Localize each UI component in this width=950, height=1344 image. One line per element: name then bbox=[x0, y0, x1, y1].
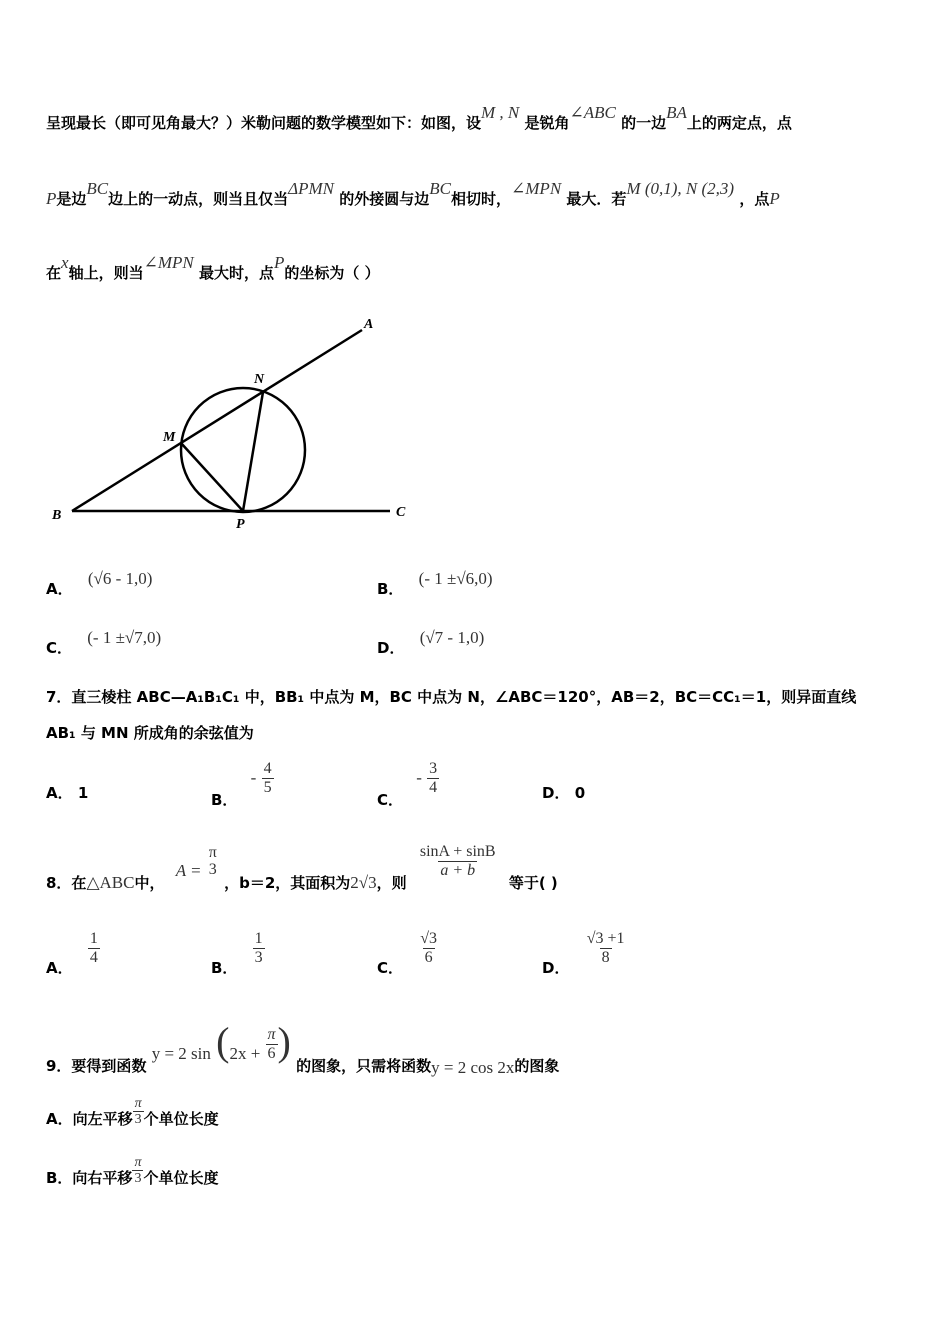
option-label: A． bbox=[46, 784, 73, 802]
intro-text: 呈现最长（即可见角最大？）米勒问题的数学模型如下：如图，设 bbox=[46, 114, 482, 132]
math-bc: BC bbox=[86, 179, 109, 198]
math-area: 2√3 bbox=[350, 872, 377, 892]
fraction-denominator: 4 bbox=[429, 778, 438, 796]
option-label: D． bbox=[542, 784, 570, 802]
q9-option-b[interactable] bbox=[46, 1155, 218, 1187]
math-func-cos: y = 2 cos 2x bbox=[431, 1058, 515, 1077]
intro-text: 是锐角 bbox=[524, 114, 570, 132]
q8-text: 8．在 bbox=[46, 873, 87, 892]
q6-option-a[interactable] bbox=[46, 569, 153, 599]
fraction-denominator: 3 bbox=[134, 1112, 142, 1128]
paren-left: ( bbox=[216, 1019, 230, 1064]
intro-line-3 bbox=[46, 253, 380, 283]
intro-text: 的外接圆与边 bbox=[339, 190, 430, 208]
math-triangle-pmn: ΔPMN bbox=[288, 179, 335, 198]
intro-text: 的一边 bbox=[621, 114, 667, 132]
math-p: P bbox=[273, 253, 285, 272]
option-label: A． bbox=[46, 958, 73, 977]
math-triangle: △ABC bbox=[86, 872, 135, 892]
q8-text: 中， bbox=[134, 873, 165, 892]
math-angle-mpn: ∠MPN bbox=[511, 179, 562, 198]
q9-stem bbox=[46, 1012, 560, 1077]
option-label: B．向右平移 bbox=[46, 1169, 133, 1188]
fraction-denominator: 6 bbox=[267, 1045, 276, 1062]
fraction-a bbox=[207, 844, 219, 879]
q9-text: 的图象，只需将函数 bbox=[296, 1057, 432, 1075]
option-label: D． bbox=[542, 958, 570, 977]
intro-text: 相切时， bbox=[451, 190, 512, 208]
fraction-numerator: √3 +1 bbox=[586, 930, 625, 947]
intro-text: 的坐标为（ ） bbox=[284, 264, 380, 282]
label-b: B bbox=[52, 508, 62, 523]
fraction-denominator: 6 bbox=[424, 948, 433, 966]
option-value: (√6 - 1,0) bbox=[87, 569, 153, 588]
segment-mp bbox=[181, 443, 243, 511]
option-fraction bbox=[262, 760, 274, 796]
q7-option-a[interactable] bbox=[46, 782, 88, 803]
fraction-denominator: 8 bbox=[601, 948, 610, 966]
option-label: D． bbox=[377, 639, 405, 657]
math-angle-mpn: ∠MPN bbox=[143, 253, 194, 272]
option-label: B． bbox=[211, 958, 238, 977]
option-value: (- 1 ±√6,0) bbox=[418, 569, 493, 588]
option-fraction bbox=[253, 930, 265, 966]
fraction-numerator: 1 bbox=[254, 930, 263, 947]
intro-text: 轴上，则当 bbox=[68, 264, 144, 282]
intro-line-1 bbox=[46, 103, 792, 133]
fraction-numerator: π bbox=[134, 1096, 142, 1111]
label-m: M bbox=[163, 430, 176, 445]
q7-option-c[interactable] bbox=[377, 760, 439, 809]
option-sign: - bbox=[250, 767, 257, 787]
fraction-sin bbox=[418, 843, 498, 879]
intro-text: 是边 bbox=[56, 190, 87, 208]
q8-stem bbox=[46, 843, 558, 892]
q7-option-d[interactable] bbox=[542, 782, 585, 803]
fraction-denominator: 4 bbox=[89, 948, 98, 966]
circumcircle bbox=[181, 388, 305, 512]
fraction-denominator: 3 bbox=[254, 948, 263, 966]
option-label: C． bbox=[377, 790, 404, 809]
label-n: N bbox=[254, 372, 265, 387]
math-func-arg: 2x + bbox=[229, 1044, 261, 1063]
geometry-figure bbox=[40, 310, 430, 540]
label-c: C bbox=[396, 505, 406, 520]
math-p: P bbox=[46, 189, 57, 208]
q8-option-a[interactable] bbox=[46, 930, 100, 977]
option-fraction bbox=[418, 930, 439, 966]
fraction-numerator: π bbox=[208, 843, 217, 861]
option-value: 1 bbox=[77, 784, 89, 802]
fraction-numerator: 1 bbox=[89, 930, 98, 947]
option-label: A． bbox=[46, 580, 73, 598]
fraction-numerator: √3 bbox=[420, 930, 438, 947]
q6-option-b[interactable] bbox=[377, 569, 493, 599]
option-value: 0 bbox=[574, 784, 586, 802]
q8-text: ，b＝2，其面积为 bbox=[224, 873, 351, 892]
fraction-pi-6 bbox=[266, 1026, 278, 1062]
paren-right: ) bbox=[277, 1019, 291, 1064]
q8-option-b[interactable] bbox=[211, 930, 265, 977]
fraction-numerator: 3 bbox=[429, 760, 438, 777]
fraction-numerator: π bbox=[267, 1026, 276, 1044]
option-label: B． bbox=[377, 580, 404, 598]
q8-option-c[interactable] bbox=[377, 930, 439, 977]
q7-stem-line-2 bbox=[46, 722, 254, 743]
intro-text: 最大时，点 bbox=[198, 264, 274, 282]
q9-text: 的图象 bbox=[514, 1057, 560, 1075]
q9-option-a[interactable] bbox=[46, 1096, 219, 1128]
math-coords: M (0,1), N (2,3) bbox=[626, 179, 735, 198]
label-p: P bbox=[236, 517, 245, 532]
fraction-numerator: 4 bbox=[263, 760, 272, 777]
fraction-numerator: π bbox=[134, 1155, 142, 1170]
label-a: A bbox=[364, 317, 374, 332]
fraction-denominator: 3 bbox=[134, 1171, 142, 1187]
option-value: (- 1 ±√7,0) bbox=[87, 628, 162, 647]
segment-np bbox=[243, 392, 263, 511]
option-fraction bbox=[585, 930, 627, 966]
option-label: C． bbox=[46, 639, 73, 657]
math-bc: BC bbox=[429, 179, 452, 198]
option-sign: - bbox=[416, 767, 422, 787]
option-value: (√7 - 1,0) bbox=[419, 628, 485, 647]
q7-stem-line-1 bbox=[46, 686, 856, 707]
option-label: A．向左平移 bbox=[46, 1110, 133, 1129]
math-a-eq: A = bbox=[175, 860, 202, 880]
q8-option-d[interactable] bbox=[542, 930, 627, 977]
fraction-denominator: a + b bbox=[440, 861, 476, 879]
math-ba: BA bbox=[666, 103, 687, 122]
math-angle-abc: ∠ABC bbox=[569, 103, 616, 122]
option-tail: 个单位长度 bbox=[143, 1169, 219, 1188]
math-func-sin: y = 2 sin bbox=[151, 1044, 211, 1063]
option-fraction bbox=[132, 1155, 143, 1187]
intro-text: 最大．若 bbox=[566, 190, 627, 208]
q7-text: AB₁ 与 MN 所成角的余弦值为 bbox=[46, 724, 254, 742]
q9-text: 9．要得到函数 bbox=[46, 1057, 147, 1075]
q7-text: 7．直三棱柱 ABC—A₁B₁C₁ 中，BB₁ 中点为 M，BC 中点为 N，∠ABC＝120°，AB＝2，BC＝CC₁＝1，则异面直线 bbox=[46, 688, 857, 706]
intro-line-2 bbox=[46, 179, 780, 209]
intro-text: ，点 bbox=[739, 190, 770, 208]
fraction-numerator: sinA + sinB bbox=[419, 843, 496, 860]
q8-text: 等于( ) bbox=[508, 873, 558, 892]
q6-option-c[interactable] bbox=[46, 628, 162, 658]
option-label: B． bbox=[211, 790, 238, 809]
q7-option-b[interactable] bbox=[211, 760, 274, 809]
option-label: C． bbox=[377, 958, 404, 977]
intro-text: 上的两定点，点 bbox=[686, 114, 792, 132]
intro-text: 边上的一动点，则当且仅当 bbox=[108, 190, 289, 208]
q6-option-d[interactable] bbox=[377, 628, 485, 658]
option-fraction bbox=[427, 760, 439, 796]
q8-text: ，则 bbox=[376, 873, 407, 892]
fraction-denominator: 3 bbox=[208, 861, 217, 879]
option-fraction bbox=[88, 930, 100, 966]
math-x: x bbox=[61, 253, 69, 272]
intro-text: 在 bbox=[46, 264, 62, 282]
option-fraction bbox=[133, 1096, 144, 1128]
math-p: P bbox=[769, 189, 780, 208]
option-tail: 个单位长度 bbox=[143, 1110, 219, 1129]
fraction-denominator: 5 bbox=[263, 778, 272, 796]
math-mn: M , N bbox=[481, 103, 520, 122]
